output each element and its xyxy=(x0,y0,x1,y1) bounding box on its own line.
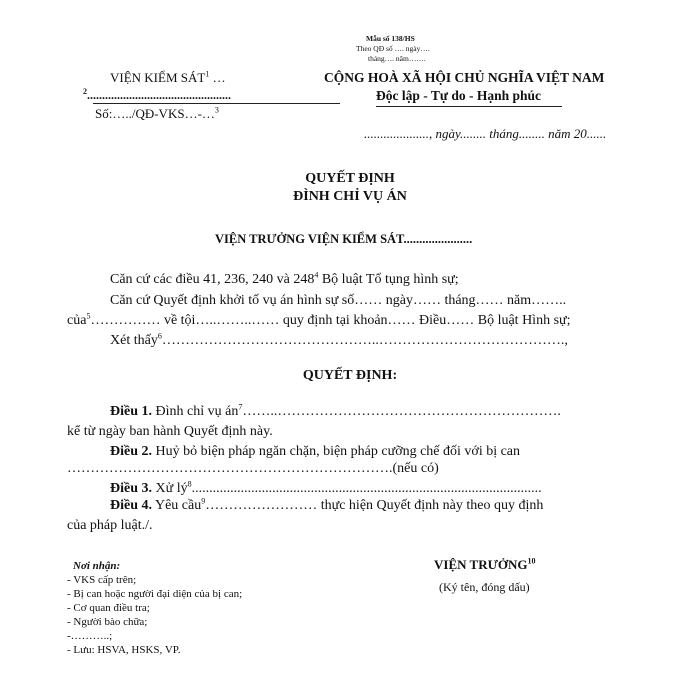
basis-line-3: của$^5$…………… về tội…..……..…… quy định tại khoản…… Điều…… Bộ luật Hình sự; xyxy=(67,311,571,328)
decision-number: Số:…../QĐ-VKS…-…$^3$ xyxy=(95,105,219,121)
recipient-item: -………..; xyxy=(67,630,113,642)
article-2: Điều 2. Huỷ bỏ biện pháp ngăn chặn, biện pháp cưỡng chế đối với bị can xyxy=(110,444,521,459)
signature-title: VIỆN TRƯỞNG$^{10}$ xyxy=(434,556,536,572)
article-3: Điều 3. Xử $lý^8$.................................................................................................... xyxy=(110,479,542,496)
footnote-ref-1: 1 xyxy=(205,69,210,79)
form-code: Mẫu số 138/HS xyxy=(366,34,415,43)
footnote-ref-4: 4 xyxy=(314,270,319,280)
issuer-line: VIỆN TRƯỞNG VIỆN KIỂM SÁT...................... xyxy=(215,232,473,246)
recipient-item: - VKS cấp trên; xyxy=(67,574,137,586)
basis-line-4: Xét thấy$^6$………………………………………..…………………………………., xyxy=(110,331,568,348)
recipient-item: - Cơ quan điều tra; xyxy=(67,602,150,614)
article-1: Điều 1. Đình chỉ vụ $án^7\dots\dots..\dots\dots\dots\dots\dots\dots\dots\dots\dots\dots\dots\dots\dots\dots\dots\dots\dots\dots\dots\dots$. xyxy=(110,402,561,419)
recipients-heading: Nơi nhận: xyxy=(73,560,121,572)
footnote-ref-3: 3 xyxy=(214,105,219,115)
document-title: QUYẾT ĐỊNH xyxy=(305,171,395,186)
header-underline xyxy=(93,103,340,104)
footnote-ref-6: 6 xyxy=(157,331,162,341)
footnote-ref-8: 8 xyxy=(187,479,192,489)
form-ref-line-1: Theo QĐ số …. ngày…. xyxy=(356,44,430,53)
nation-name: CỘNG HOÀ XÃ HỘI CHỦ NGHĨA VIỆT NAM xyxy=(324,70,605,85)
footnote-ref-9: 9 xyxy=(201,496,206,506)
signature-hint: (Ký tên, đóng dấu) xyxy=(439,580,530,594)
footnote-ref-2: 2 xyxy=(83,87,87,96)
document-subtitle: ĐÌNH CHỈ VỤ ÁN xyxy=(293,189,407,204)
date-line: ...................., ngày........ tháng........ năm 20...... xyxy=(364,126,607,141)
motto-underline xyxy=(376,106,562,107)
sub-agency-line: $^2$................................................ xyxy=(83,87,231,102)
article-4-continued: của pháp luật./. xyxy=(67,518,153,533)
article-1-continued: kể từ ngày ban hành Quyết định này. xyxy=(67,424,273,439)
footnote-ref-7: 7 xyxy=(238,402,243,412)
agency-name: VIỆN KIỂM SÁT$^1$ … xyxy=(110,69,226,85)
basis-line-2: Căn cứ Quyết định khởi tố vụ án hình sự số…… ngày…… tháng…… năm…….. xyxy=(110,293,567,308)
national-motto: Độc lập - Tự do - Hạnh phúc xyxy=(376,88,542,103)
article-4: Điều 4. Yêu cầu$^9$…………………… thực hiện Quyết định này theo quy định xyxy=(110,496,544,513)
form-ref-line-2: tháng…. năm……. xyxy=(368,54,426,63)
footnote-ref-10: 10 xyxy=(527,556,536,566)
article-2-continued: …………………………………………………………….(nếu có) xyxy=(67,461,439,476)
decide-heading: QUYẾT ĐỊNH: xyxy=(302,368,398,383)
footnote-ref-5: 5 xyxy=(86,311,91,321)
recipient-item: - Lưu: HSVA, HSKS, VP. xyxy=(67,644,181,656)
recipient-item: - Người bào chữa; xyxy=(67,616,148,628)
recipient-item: - Bị can hoặc người đại diện của bị can; xyxy=(67,588,243,600)
basis-line-1: Căn cứ các điều 41, 236, 240 và $248^4$ Bộ luật Tố tụng hình sự; xyxy=(110,270,459,287)
